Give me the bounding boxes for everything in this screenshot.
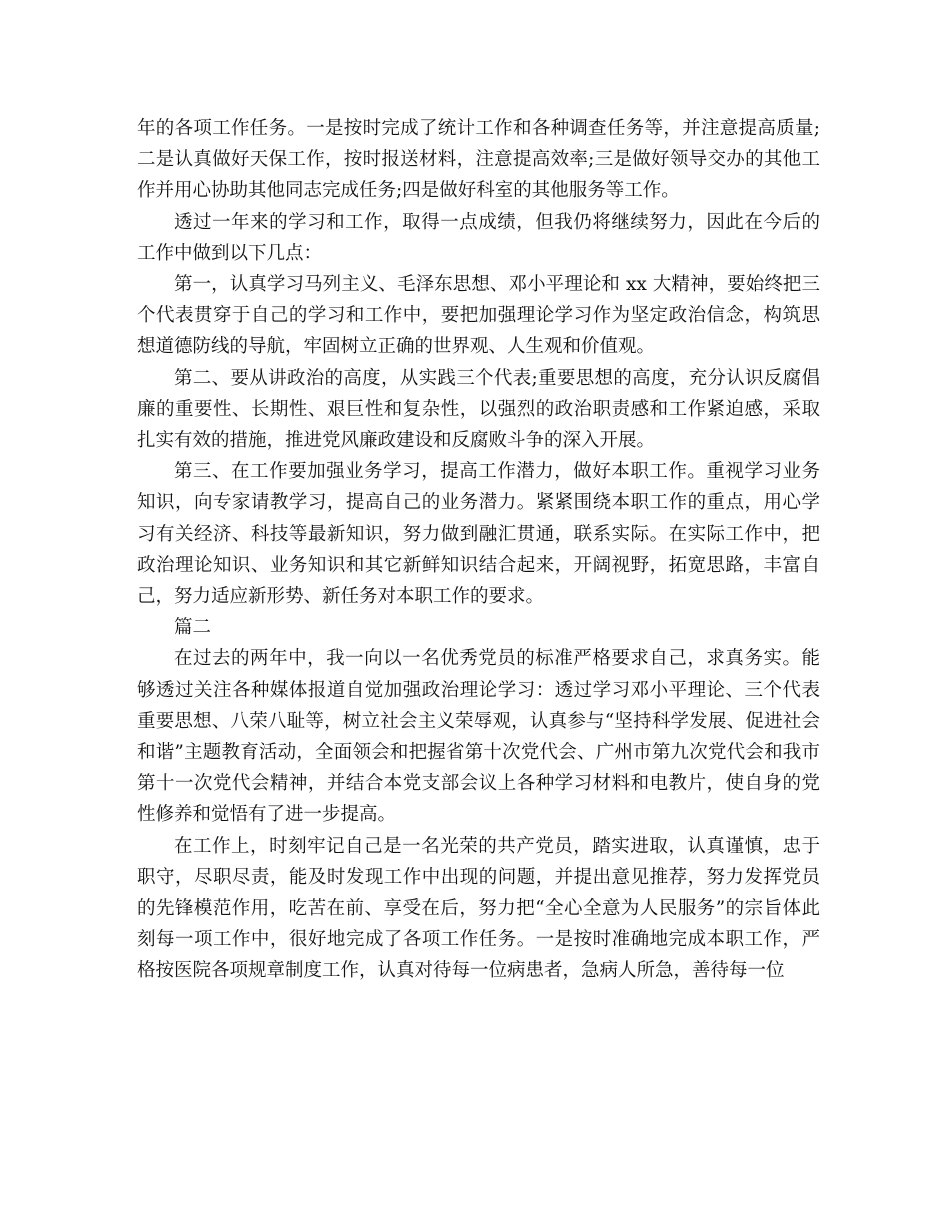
paragraph-continuation: 年的各项工作任务。一是按时完成了统计工作和各种调查任务等，并注意提高质量;二是认真做好天保工作，按时报送材料，注意提高效率;三是做好领导交办的其他工作并用心协助其他同志完成任务;四是做好科室的其他服务等工作。 xyxy=(137,118,820,202)
paragraph-point-three: 第三、在工作要加强业务学习，提高工作潜力，做好本职工作。重视学习业务知识，向专家请教学习，提高自己的业务潜力。紧紧围绕本职工作的重点，用心学习有关经济、科技等最新知识，努力做到融汇贯通，联系实际。在实际工作中，把政治理论知识、业务知识和其它新鲜知识结合起来，开阔视野，拓宽思路，丰富自己，努力适应新形势、新任务对本职工作的要求。 xyxy=(137,461,820,608)
paragraph-point-one: 第一，认真学习马列主义、毛泽东思想、邓小平理论和 xx 大精神，要始终把三个代表贯穿于自己的学习和工作中，要把加强理论学习作为坚定政治信念，构筑思想道德防线的导航，牢固树立正确的世界观、人生观和价值观。 xyxy=(137,274,820,358)
paragraph-point-two: 第二、要从讲政治的高度，从实践三个代表;重要思想的高度，充分认识反腐倡廉的重要性、长期性、艰巨性和复杂性，以强烈的政治职责感和工作紧迫感，采取扎实有效的措施，推进党风廉政建设和反腐败斗争的深入开展。 xyxy=(137,367,820,452)
section-heading: 篇二 xyxy=(174,617,212,639)
paragraph-study: 在过去的两年中，我一向以一名优秀党员的标准严格要求自己，求真务实。能够透过关注各种媒体报道自觉加强政治理论学习：透过学习邓小平理论、三个代表重要思想、八荣八耻等，树立社会主义荣辱观，认真参与“坚持科学发展、促进社会和谐”主题教育活动，全面领会和把握省第十次党代会、广州市第九次党代会和我市第十一次党代会精神，并结合本党支部会议上各种学习材料和电教片，使自身的党性修养和觉悟有了进一步提高。 xyxy=(137,648,820,826)
paragraph-work: 在工作上，时刻牢记自己是一名光荣的共产党员，踏实进取，认真谨慎，忠于职守，尽职尽责，能及时发现工作中出现的问题，并提出意见推荐，努力发挥党员的先锋模范作用，吃苦在前、享受在后，努力把“全心全意为人民服务”的宗旨体此刻每一项工作中，很好地完成了各项工作任务。一是按时准确地完成本职工作，严格按医院各项规章制度工作，认真对待每一位病患者，急病人所急，善待每一位 xyxy=(137,835,820,982)
document-body xyxy=(137,113,820,987)
paragraph-intro: 透过一年来的学习和工作，取得一点成绩，但我仍将继续努力，因此在今后的工作中做到以下几点： xyxy=(137,211,820,264)
